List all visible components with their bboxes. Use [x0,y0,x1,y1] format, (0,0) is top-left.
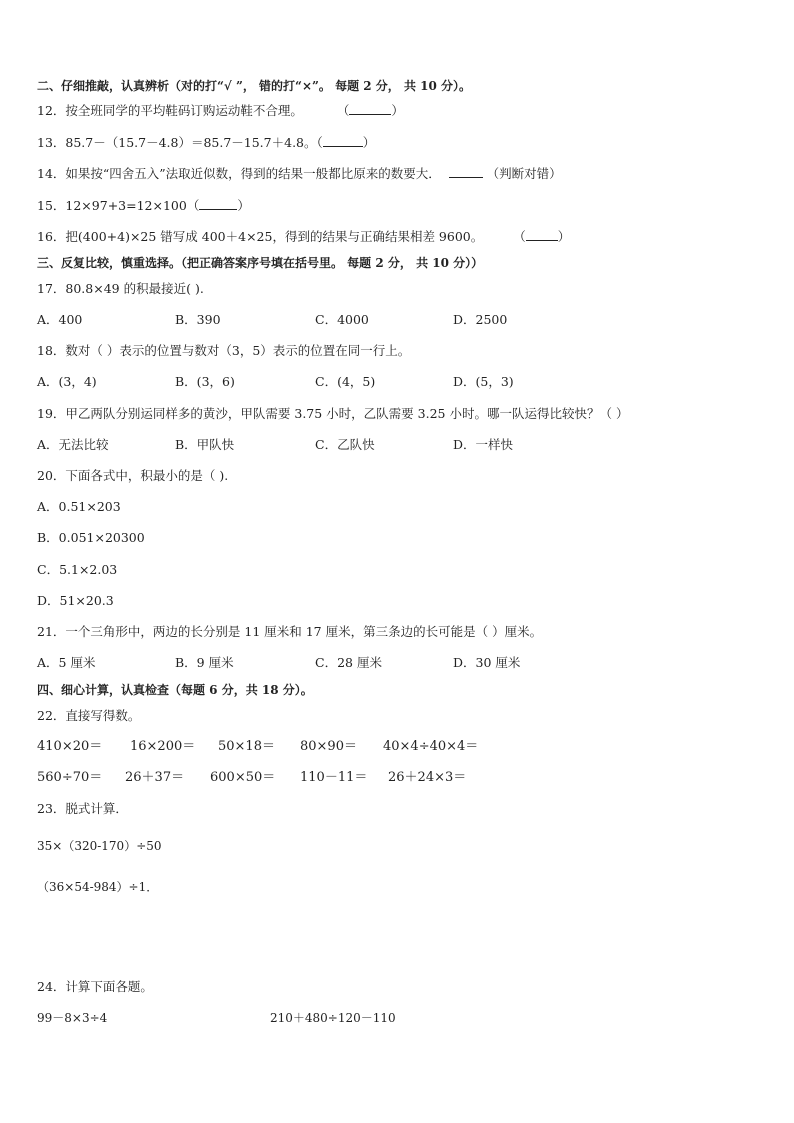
question-15 [37,198,250,214]
q21-option-b[interactable]: B．9 厘米 [175,655,234,670]
question-16 [37,229,570,245]
q21-option-c[interactable]: C．28 厘米 [315,655,382,670]
q24-expression-1: 99－8×3÷4 [37,1011,108,1025]
calc-item: 26＋37＝ [125,770,185,785]
question-18-stem: 18．数对（ ）表示的位置与数对（3，5）表示的位置在同一行上。 [37,343,411,358]
question-14 [37,166,562,182]
calc-item: 50×18＝ [218,739,275,754]
question-13-text: 13．85.7－（15.7－4.8）＝85.7－15.7＋4.8。（ [37,135,323,150]
answer-blank[interactable] [323,135,363,147]
question-19-stem: 19．甲乙两队分别运同样多的黄沙，甲队需要 3.75 小时，乙队需要 3.25 小时。哪一队运得比较快？（ ） [37,406,629,421]
calc-item: 16×200＝ [130,739,196,754]
question-21-stem: 21．一个三角形中，两边的长分别是 11 厘米和 17 厘米，第三条边的长可能是（ ）厘米。 [37,624,543,639]
q23-expression-1: 35×（320-170）÷50 [37,839,162,853]
answer-close-paren: ） [391,103,404,118]
question-22-stem: 22．直接写得数。 [37,708,141,723]
question-16-text: 16．把(400+4)×25 错写成 400＋4×25，得到的结果与正确结果相差 9600。 [37,229,484,244]
calc-item: 410×20＝ [37,739,103,754]
answer-blank[interactable] [526,229,558,241]
section-2-title: 二、仔细推敲，认真辨析（对的打“√ ”， 错的打“×”。 每题 2 分， 共 10 分）。 [37,79,472,93]
calc-item: 110－11＝ [300,770,368,785]
calc-item: 560÷70＝ [37,770,103,785]
question-15-text: 15．12×97+3=12×100（ [37,198,200,213]
q18-option-a[interactable]: A．(3，4) [37,374,97,389]
q21-option-d[interactable]: D．30 厘米 [453,655,521,670]
answer-blank[interactable] [449,166,483,178]
calc-item: 40×4÷40×4＝ [383,739,479,754]
q20-option-a[interactable]: A．0.51×203 [37,499,121,514]
q17-option-c[interactable]: C．4000 [315,312,369,327]
q17-option-d[interactable]: D．2500 [453,312,508,327]
answer-open-paren: （ [336,103,350,118]
q20-option-b[interactable]: B．0.051×20300 [37,530,145,545]
section-3-title: 三、反复比较，慎重选择。（把正确答案序号填在括号里。 每题 2 分， 共 10 分）） [37,256,484,270]
answer-blank[interactable] [349,103,391,115]
answer-open-paren: （ [513,229,526,244]
calc-item: 600×50＝ [210,770,276,785]
question-17-stem: 17．80.8×49 的积最接近( ). [37,281,204,296]
calc-item: 80×90＝ [300,739,357,754]
q18-option-b[interactable]: B．(3，6) [175,374,235,389]
q17-option-b[interactable]: B．390 [175,312,221,327]
question-12-text: 12．按全班同学的平均鞋码订购运动鞋不合理。 [37,103,303,118]
answer-blank[interactable] [199,198,237,210]
question-14-tail: （判断对错） [482,166,562,181]
q17-option-a[interactable]: A．400 [37,312,83,327]
answer-close-paren: ） [237,198,250,213]
q18-option-c[interactable]: C．(4，5) [315,374,376,389]
answer-close-paren: ） [557,229,571,244]
q19-option-d[interactable]: D．一样快 [453,437,514,452]
question-13 [37,135,375,151]
q19-option-b[interactable]: B．甲队快 [175,437,235,452]
q24-expression-2: 210＋480÷120－110 [270,1011,396,1025]
question-12 [37,103,404,119]
calc-item: 26＋24×3＝ [388,770,467,785]
question-20-stem: 20．下面各式中，积最小的是（ ). [37,468,229,483]
question-14-text: 14．如果按“四舍五入”法取近似数，得到的结果一般都比原来的数要大． [37,166,441,181]
q23-expression-2: （36×54-984）÷1． [37,880,159,894]
q19-option-a[interactable]: A．无法比较 [37,437,109,452]
q21-option-a[interactable]: A．5 厘米 [37,655,96,670]
q20-option-d[interactable]: D．51×20.3 [37,593,114,608]
question-24-stem: 24．计算下面各题。 [37,979,153,994]
q18-option-d[interactable]: D．(5，3) [453,374,514,389]
section-4-title: 四、细心计算，认真检查（每题 6 分，共 18 分）。 [37,683,313,697]
q19-option-c[interactable]: C．乙队快 [315,437,375,452]
answer-close-paren: ） [362,135,376,150]
q20-option-c[interactable]: C．5.1×2.03 [37,562,118,577]
question-23-stem: 23．脱式计算． [37,801,128,816]
